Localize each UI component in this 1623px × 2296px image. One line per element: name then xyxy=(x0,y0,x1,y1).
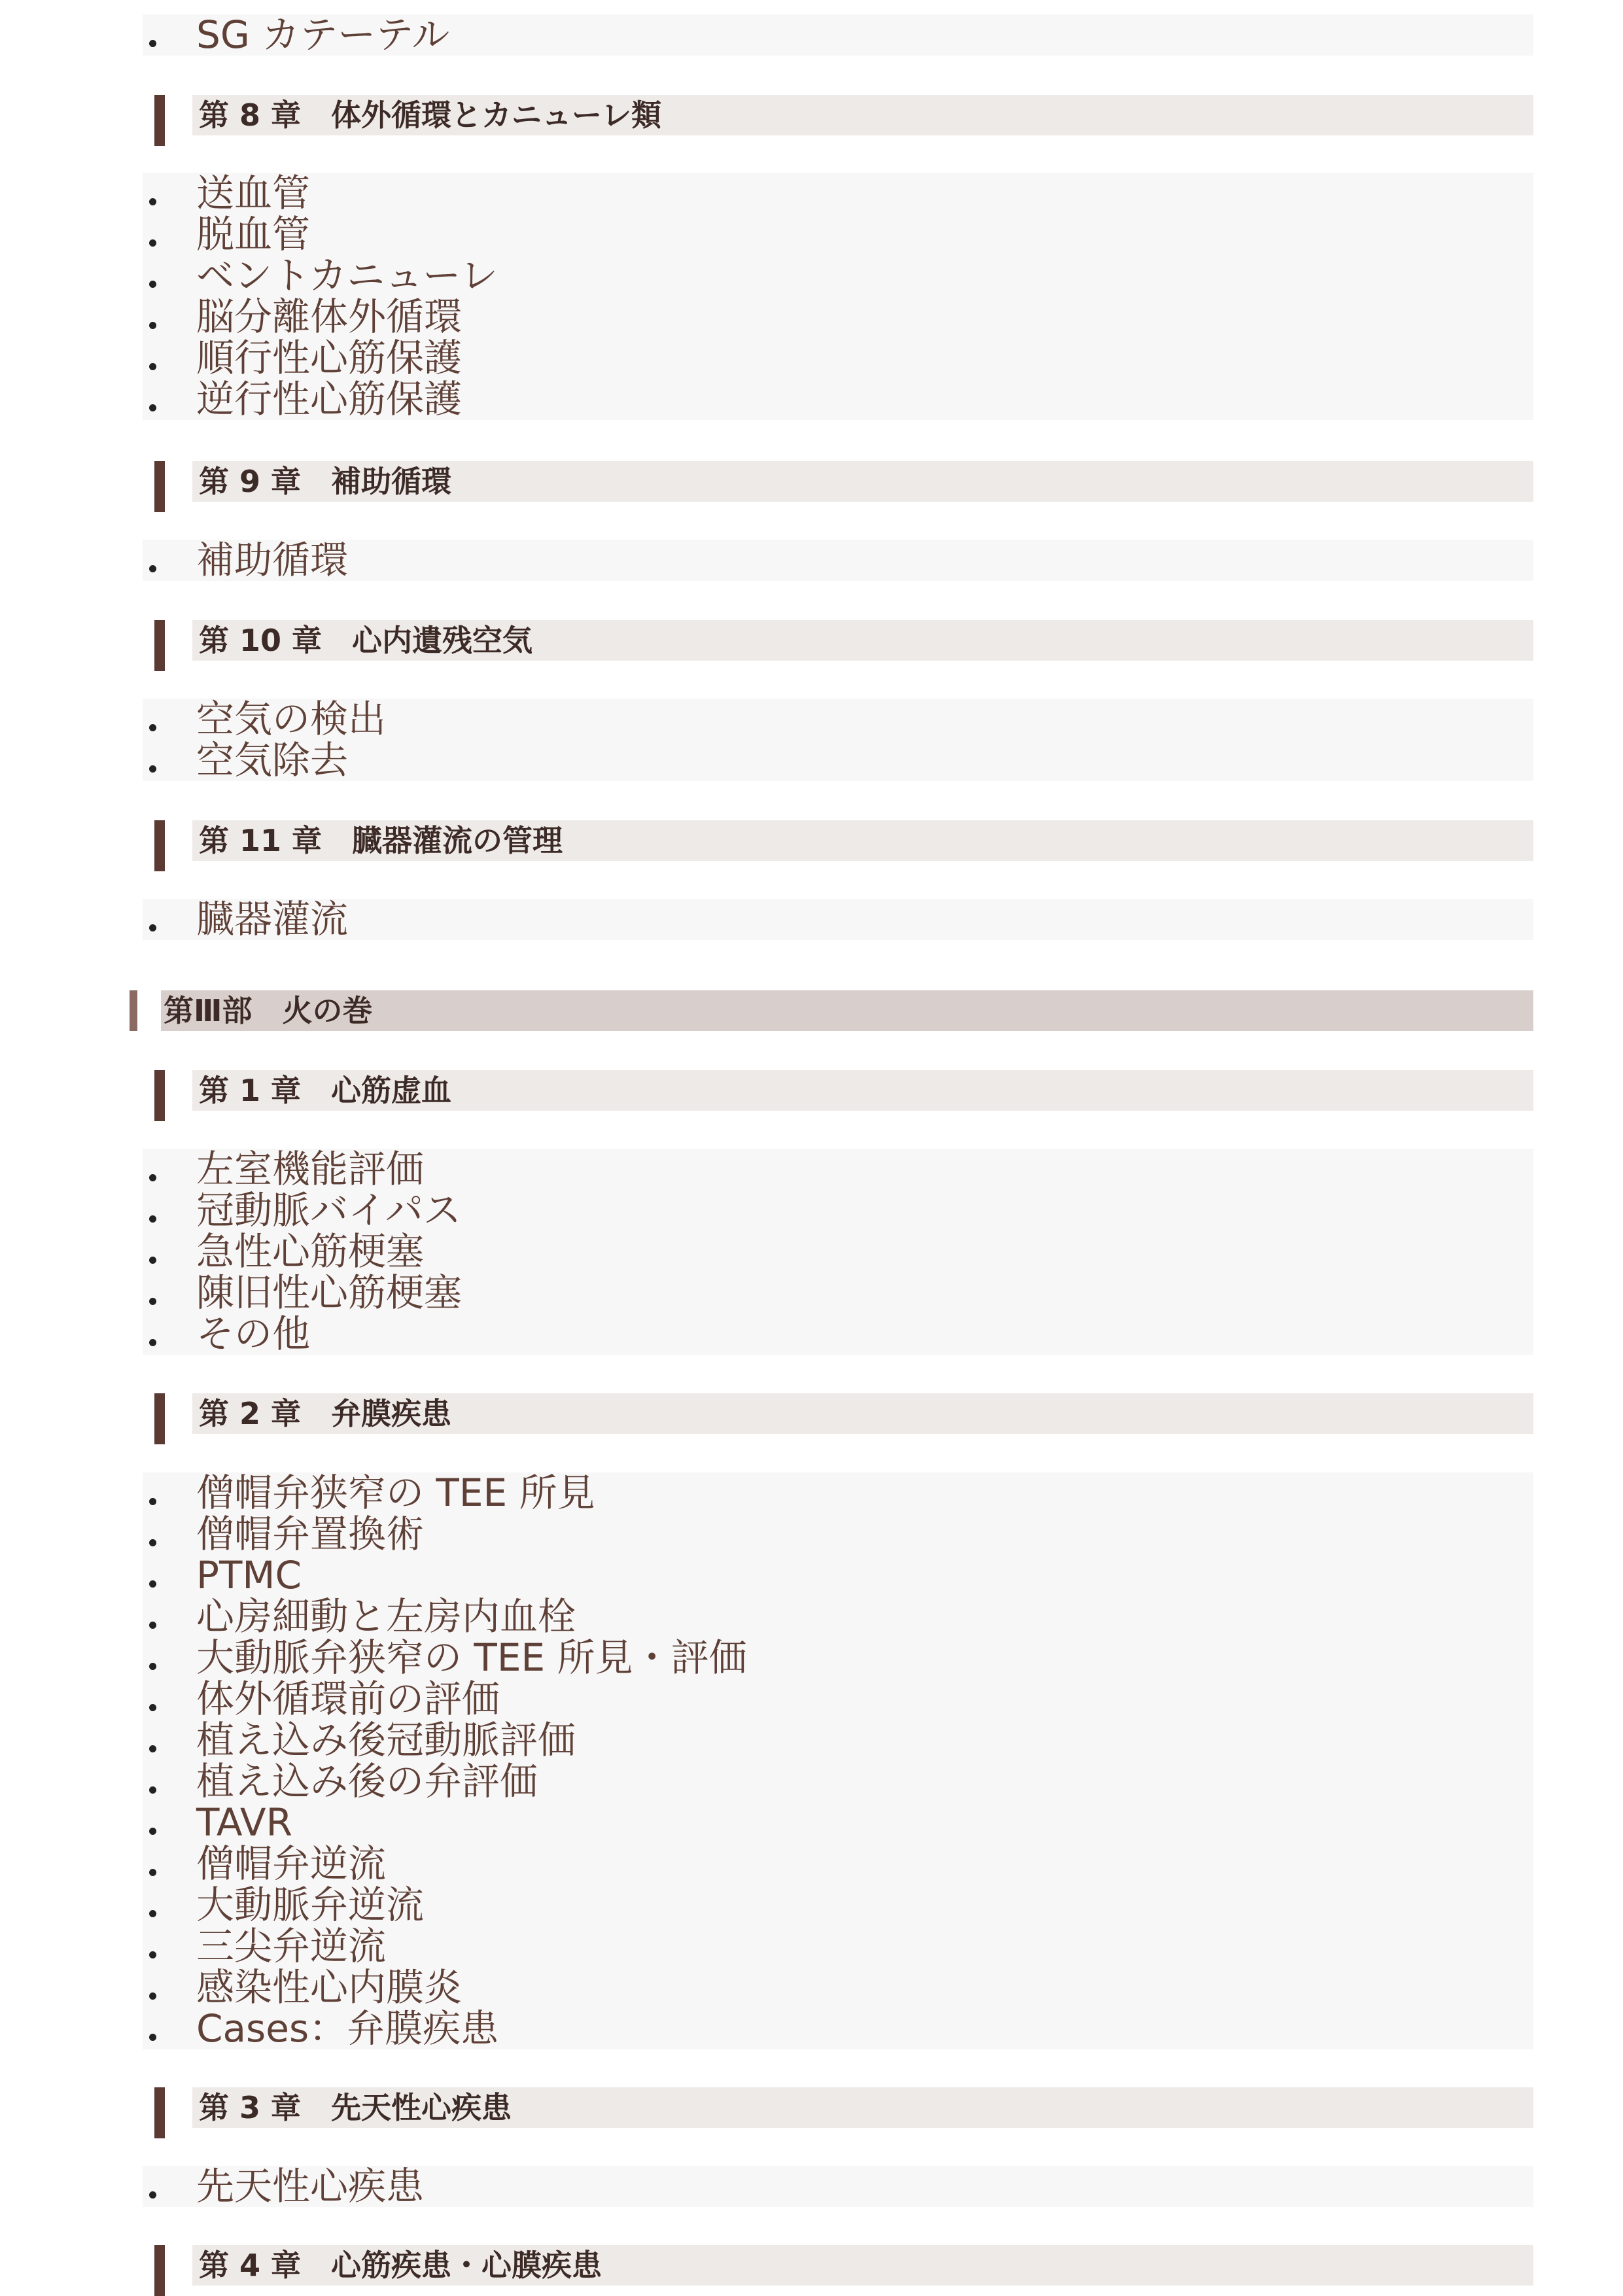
item-list xyxy=(143,899,1533,940)
bullet-icon xyxy=(149,1992,156,2000)
chapter-marker xyxy=(154,1070,165,1121)
bullet-icon xyxy=(149,239,156,247)
list-item[interactable] xyxy=(143,14,1533,56)
chapter-heading[interactable] xyxy=(154,620,1533,661)
list-item[interactable] xyxy=(143,1967,1533,2008)
bullet-icon xyxy=(149,198,156,205)
bullet-icon xyxy=(149,1663,156,1670)
item-label: 逆行性心筋保護 xyxy=(196,377,462,421)
item-label: 脱血管 xyxy=(196,212,311,256)
list-item[interactable] xyxy=(143,173,1533,214)
bullet-icon xyxy=(149,1298,156,1305)
list-item[interactable] xyxy=(143,1190,1533,1231)
list-item[interactable] xyxy=(143,1885,1533,1926)
chapter-title: 第 3 章 先天性心疾患 xyxy=(192,2087,1533,2128)
item-label: 体外循環前の評価 xyxy=(196,1677,500,1721)
chapter-heading[interactable] xyxy=(154,461,1533,502)
bullet-icon xyxy=(149,1869,156,1876)
list-item[interactable] xyxy=(143,1472,1533,1514)
item-label: 感染性心内膜炎 xyxy=(196,1965,462,2009)
bullet-icon xyxy=(149,2034,156,2041)
list-item[interactable] xyxy=(143,379,1533,420)
item-label: 大動脈弁狭窄の TEE 所見・評価 xyxy=(196,1635,747,1680)
item-label: 僧帽弁狭窄の TEE 所見 xyxy=(196,1470,595,1515)
bullet-icon xyxy=(149,2191,156,2199)
list-item[interactable] xyxy=(143,1926,1533,1967)
list-item[interactable] xyxy=(143,740,1533,781)
item-list xyxy=(143,699,1533,781)
chapter-heading[interactable] xyxy=(154,2245,1533,2286)
list-item[interactable] xyxy=(143,1231,1533,1272)
item-label: 先天性心疾患 xyxy=(196,2164,425,2208)
list-item[interactable] xyxy=(143,338,1533,379)
item-label: 僧帽弁置換術 xyxy=(196,1512,425,1556)
part-title: 第Ⅲ部 火の巻 xyxy=(161,990,1533,1031)
bullet-icon xyxy=(149,924,156,931)
item-label: 脳分離体外循環 xyxy=(196,294,462,339)
chapter-marker xyxy=(154,461,165,512)
bullet-icon xyxy=(149,1498,156,1505)
item-label: 心房細動と左房内血栓 xyxy=(196,1594,576,1639)
list-item[interactable] xyxy=(143,1679,1533,1720)
bullet-icon xyxy=(149,40,156,47)
item-label: 左室機能評価 xyxy=(196,1147,425,1191)
item-list xyxy=(143,540,1533,581)
bullet-icon xyxy=(149,724,156,731)
chapter-marker xyxy=(154,1393,165,1444)
chapter-marker xyxy=(154,620,165,671)
item-label: 空気の検出 xyxy=(196,697,387,741)
chapter-title: 第 11 章 臓器灌流の管理 xyxy=(192,820,1533,861)
list-item[interactable] xyxy=(143,1843,1533,1885)
bullet-icon xyxy=(149,1215,156,1223)
list-item[interactable] xyxy=(143,1596,1533,1637)
chapter-heading[interactable] xyxy=(154,95,1533,135)
bullet-icon xyxy=(149,322,156,329)
item-list xyxy=(143,1149,1533,1355)
item-list xyxy=(143,173,1533,420)
list-item[interactable] xyxy=(143,1802,1533,1843)
chapter-title: 第 9 章 補助循環 xyxy=(192,461,1533,502)
item-label: 植え込み後の弁評価 xyxy=(196,1759,538,1803)
item-label: 冠動脈バイパス xyxy=(196,1188,461,1232)
bullet-icon xyxy=(149,1786,156,1794)
item-label: 三尖弁逆流 xyxy=(196,1924,387,1968)
item-label: 僧帽弁逆流 xyxy=(196,1841,387,1886)
bullet-icon xyxy=(149,404,156,411)
list-item[interactable] xyxy=(143,1313,1533,1355)
chapter-title: 第 1 章 心筋虚血 xyxy=(192,1070,1533,1111)
part-heading[interactable] xyxy=(130,990,1533,1031)
list-item[interactable] xyxy=(143,699,1533,740)
list-item[interactable] xyxy=(143,214,1533,255)
item-label: ベントカニューレ xyxy=(196,253,498,298)
bullet-icon xyxy=(149,1704,156,1711)
list-item[interactable] xyxy=(143,899,1533,940)
chapter-marker xyxy=(154,820,165,871)
chapter-title: 第 10 章 心内遺残空気 xyxy=(192,620,1533,661)
chapter-heading[interactable] xyxy=(154,1070,1533,1111)
item-label: 植え込み後冠動脈評価 xyxy=(196,1718,576,1762)
bullet-icon xyxy=(149,1174,156,1181)
item-label: 空気除去 xyxy=(196,738,349,782)
chapter-heading[interactable] xyxy=(154,820,1533,861)
list-item[interactable] xyxy=(143,2166,1533,2207)
item-label: 陳旧性心筋梗塞 xyxy=(196,1270,462,1315)
bullet-icon xyxy=(149,281,156,288)
list-item[interactable] xyxy=(143,540,1533,581)
bullet-icon xyxy=(149,1539,156,1546)
bullet-icon xyxy=(149,1828,156,1835)
bullet-icon xyxy=(149,363,156,370)
bullet-icon xyxy=(149,1622,156,1629)
item-list xyxy=(143,14,1533,56)
bullet-icon xyxy=(149,1745,156,1752)
item-label: TAVR xyxy=(196,1800,292,1845)
chapter-marker xyxy=(154,2087,165,2138)
list-item[interactable] xyxy=(143,296,1533,338)
list-item[interactable] xyxy=(143,1637,1533,1679)
item-label: SG カテーテル xyxy=(196,12,450,57)
part-marker xyxy=(130,990,137,1031)
item-label: Cases：弁膜疾患 xyxy=(196,2006,499,2051)
list-item[interactable] xyxy=(143,1555,1533,1596)
bullet-icon xyxy=(149,1257,156,1264)
item-label: 大動脈弁逆流 xyxy=(196,1883,425,1927)
list-item[interactable] xyxy=(143,1272,1533,1313)
bullet-icon xyxy=(149,765,156,773)
chapter-marker xyxy=(154,95,165,146)
list-item[interactable] xyxy=(143,1514,1533,1555)
list-item[interactable] xyxy=(143,1149,1533,1190)
item-list xyxy=(143,2166,1533,2207)
list-item[interactable] xyxy=(143,2008,1533,2049)
item-list xyxy=(143,1472,1533,2049)
bullet-icon xyxy=(149,1339,156,1346)
chapter-title: 第 8 章 体外循環とカニューレ類 xyxy=(192,95,1533,135)
item-label: 補助循環 xyxy=(196,538,349,582)
bullet-icon xyxy=(149,1951,156,1958)
chapter-title: 第 2 章 弁膜疾患 xyxy=(192,1393,1533,1434)
item-label: その他 xyxy=(196,1312,311,1356)
item-label: 順行性心筋保護 xyxy=(196,336,462,380)
item-label: PTMC xyxy=(196,1553,302,1597)
chapter-title: 第 4 章 心筋疾患・心膜疾患 xyxy=(192,2245,1533,2286)
chapter-heading[interactable] xyxy=(154,2087,1533,2128)
item-label: 急性心筋梗塞 xyxy=(196,1229,425,1274)
item-label: 送血管 xyxy=(196,171,311,215)
list-item[interactable] xyxy=(143,1761,1533,1802)
chapter-marker xyxy=(154,2245,165,2296)
list-item[interactable] xyxy=(143,1720,1533,1761)
bullet-icon xyxy=(149,1580,156,1588)
bullet-icon xyxy=(149,1910,156,1917)
chapter-heading[interactable] xyxy=(154,1393,1533,1434)
list-item[interactable] xyxy=(143,255,1533,296)
item-label: 臓器灌流 xyxy=(196,897,349,941)
bullet-icon xyxy=(149,565,156,572)
